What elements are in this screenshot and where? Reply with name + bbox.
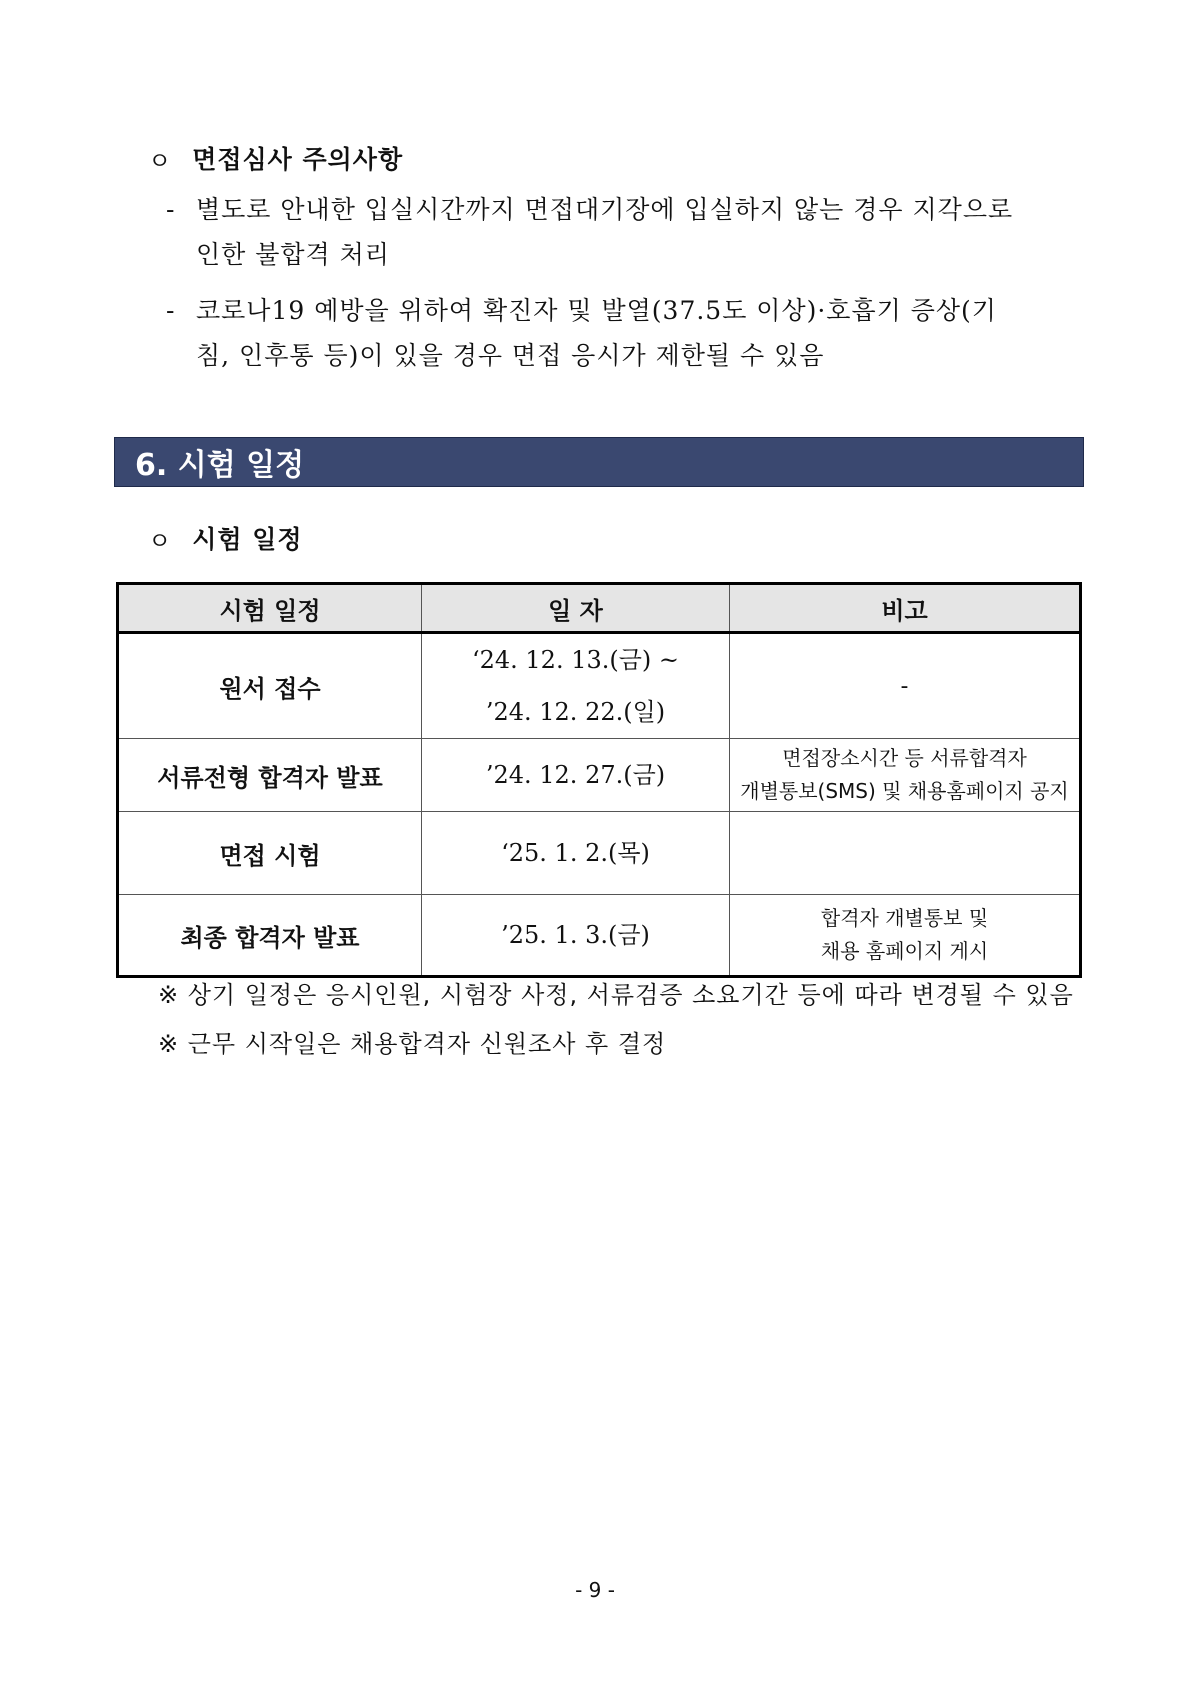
column-header-note: 비고 xyxy=(730,584,1081,633)
table-header-row xyxy=(118,584,1081,633)
column-header-exam: 시험 일정 xyxy=(118,584,422,633)
date-line: ‘25. 1. 2.(목) xyxy=(501,839,650,867)
row-note xyxy=(730,739,1081,812)
schedule-title: 시험 일정 xyxy=(192,525,303,554)
notice-item-2 xyxy=(166,288,1086,378)
bullet-mark: ㅇ xyxy=(148,526,173,555)
notice-item-1-line1: 별도로 안내한 입실시간까지 면접대기장에 입실하지 않는 경우 지각으로 xyxy=(196,195,1014,224)
schedule-heading xyxy=(148,520,303,556)
note-line: 면접장소시간 등 서류합격자 xyxy=(782,746,1027,770)
row-item: 원서 접수 xyxy=(118,633,422,739)
interview-notice-title: 면접심사 주의사항 xyxy=(192,145,404,174)
row-date xyxy=(421,739,729,812)
note-line: 채용 홈페이지 게시 xyxy=(820,939,989,963)
section-title: 6. 시험 일정 xyxy=(135,448,305,483)
row-item: 면접 시험 xyxy=(118,812,422,895)
note-line: 개별통보(SMS) 및 채용홈페이지 공지 xyxy=(740,779,1069,803)
dash-mark: - xyxy=(166,195,176,224)
interview-notice-heading xyxy=(148,140,403,176)
date-line: ‘24. 12. 13.(금) ~ xyxy=(471,646,680,674)
footnote-start-date: ※ 근무 시작일은 채용합격자 신원조사 후 결정 xyxy=(158,1030,667,1058)
table-row xyxy=(118,812,1081,895)
row-note xyxy=(730,812,1081,895)
table-row xyxy=(118,895,1081,977)
date-line: ’25. 1. 3.(금) xyxy=(501,921,650,949)
row-note xyxy=(730,633,1081,739)
bullet-mark: ㅇ xyxy=(148,146,173,175)
note-line: 합격자 개별통보 및 xyxy=(820,906,989,930)
date-line: ’24. 12. 22.(일) xyxy=(485,698,666,726)
table-row xyxy=(118,633,1081,739)
row-date xyxy=(421,895,729,977)
note-line: - xyxy=(900,673,909,699)
column-header-date: 일 자 xyxy=(421,584,729,633)
dash-mark: - xyxy=(166,296,176,325)
page-number: - 9 - xyxy=(575,1578,615,1602)
section-header xyxy=(114,437,1084,487)
row-date xyxy=(421,812,729,895)
table-row xyxy=(118,739,1081,812)
schedule-table xyxy=(116,582,1082,978)
row-item: 최종 합격자 발표 xyxy=(118,895,422,977)
notice-item-1 xyxy=(166,187,1086,277)
row-note xyxy=(730,895,1081,977)
notice-item-2-line2: 침, 인후통 등)이 있을 경우 면접 응시가 제한될 수 있음 xyxy=(196,341,825,370)
row-item: 서류전형 합격자 발표 xyxy=(118,739,422,812)
notice-item-1-line2: 인한 불합격 처리 xyxy=(196,240,390,269)
footnote-schedule-change: ※ 상기 일정은 응시인원, 시험장 사정, 서류검증 소요기간 등에 따라 변경될 수 있음 xyxy=(158,981,1074,1009)
date-line: ’24. 12. 27.(금) xyxy=(485,761,666,789)
notice-item-2-line1: 코로나19 예방을 위하여 확진자 및 발열(37.5도 이상)·호흡기 증상(기 xyxy=(196,296,997,325)
row-date xyxy=(421,633,729,739)
